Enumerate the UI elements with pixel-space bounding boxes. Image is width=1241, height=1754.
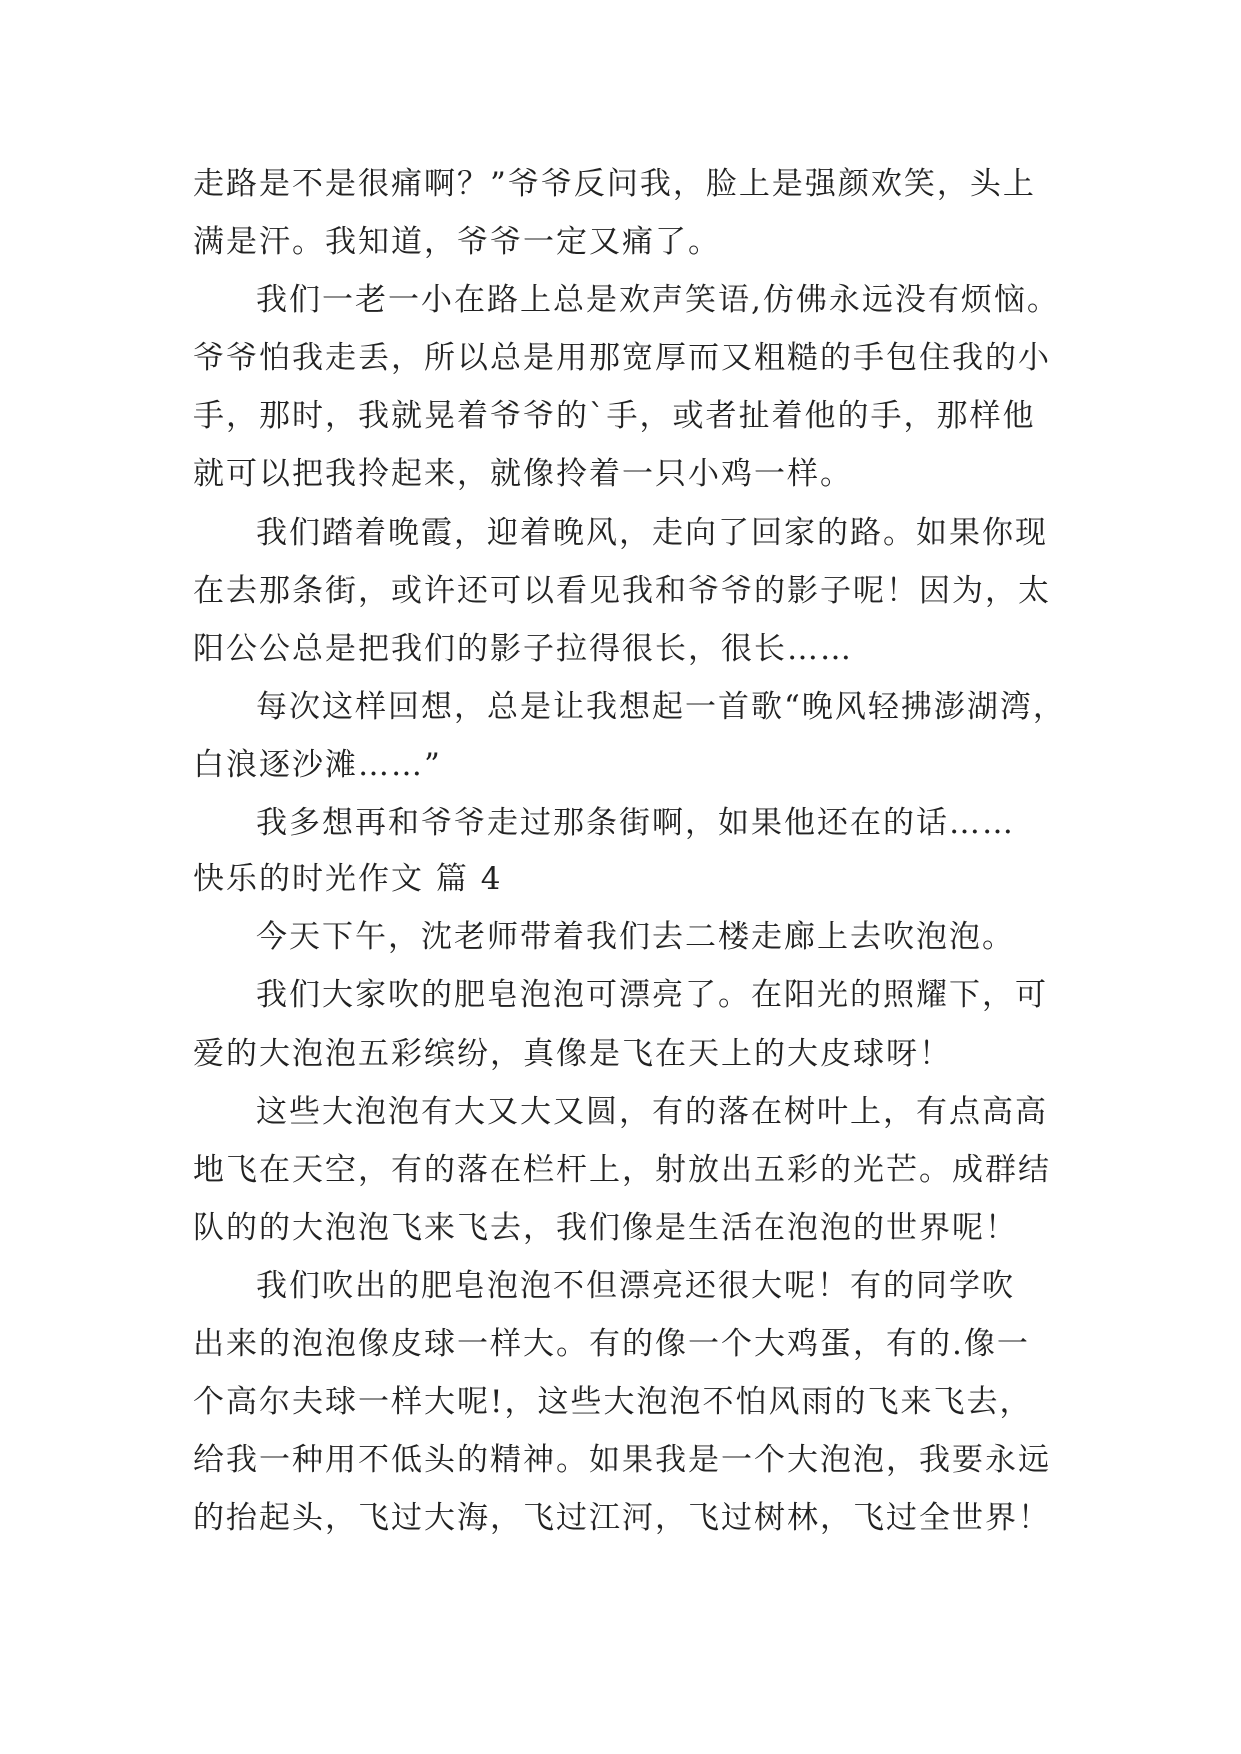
paragraph-first-line: 我们一老一小在路上总是欢声笑语,仿佛永远没有烦恼。 (256, 282, 1060, 318)
text-line: 队的的大泡泡飞来飞去，我们像是生活在泡泡的世界呢！ (193, 1210, 1018, 1246)
text-line: 在去那条街，或许还可以看见我和爷爷的影子呢！因为，太 (193, 573, 1051, 609)
text-line: 爷爷怕我走丢，所以总是用那宽厚而又粗糙的手包住我的小 (193, 340, 1051, 376)
text-line: 就可以把我拎起来，就像拎着一只小鸡一样。 (193, 456, 853, 492)
text-line: 走路是不是很痛啊？”爷爷反问我，脸上是强颜欢笑，头上 (193, 166, 1036, 202)
text-line: 的抬起头，飞过大海，飞过江河，飞过树林，飞过全世界！ (193, 1500, 1051, 1536)
text-line: 个高尔夫球一样大呢!，这些大泡泡不怕风雨的飞来飞去， (193, 1384, 1033, 1420)
text-line: 阳公公总是把我们的影子拉得很长，很长…… (193, 631, 853, 667)
text-line: 爱的大泡泡五彩缤纷，真像是飞在天上的大皮球呀！ (193, 1036, 952, 1072)
text-line: 给我一种用不低头的精神。如果我是一个大泡泡，我要永远 (193, 1442, 1051, 1478)
paragraph-first-line: 今天下午，沈老师带着我们去二楼走廊上去吹泡泡。 (256, 919, 1015, 955)
paragraph-first-line: 我多想再和爷爷走过那条街啊，如果他还在的话…… (256, 805, 1015, 841)
paragraph-first-line: 每次这样回想，总是让我想起一首歌“晚风轻拂澎湖湾， (256, 689, 1066, 725)
text-line: 满是汗。我知道，爷爷一定又痛了。 (193, 224, 721, 260)
paragraph-first-line: 我们吹出的肥皂泡泡不但漂亮还很大呢！有的同学吹 (256, 1268, 1015, 1304)
text-line: 手，那时，我就晃着爷爷的`手，或者扯着他的手，那样他 (193, 398, 1036, 434)
text-line: 地飞在天空，有的落在栏杆上，射放出五彩的光芒。成群结 (193, 1152, 1051, 1188)
text-line: 出来的泡泡像皮球一样大。有的像一个大鸡蛋，有的.像一 (193, 1326, 1030, 1362)
text-line: 白浪逐沙滩……” (193, 747, 442, 783)
section-heading: 快乐的时光作文 篇 4 (193, 861, 503, 897)
paragraph-first-line: 我们大家吹的肥皂泡泡可漂亮了。在阳光的照耀下，可 (256, 977, 1048, 1013)
paragraph-first-line: 我们踏着晚霞，迎着晚风，走向了回家的路。如果你现 (256, 515, 1048, 551)
paragraph-first-line: 这些大泡泡有大又大又圆，有的落在树叶上，有点高高 (256, 1094, 1048, 1130)
